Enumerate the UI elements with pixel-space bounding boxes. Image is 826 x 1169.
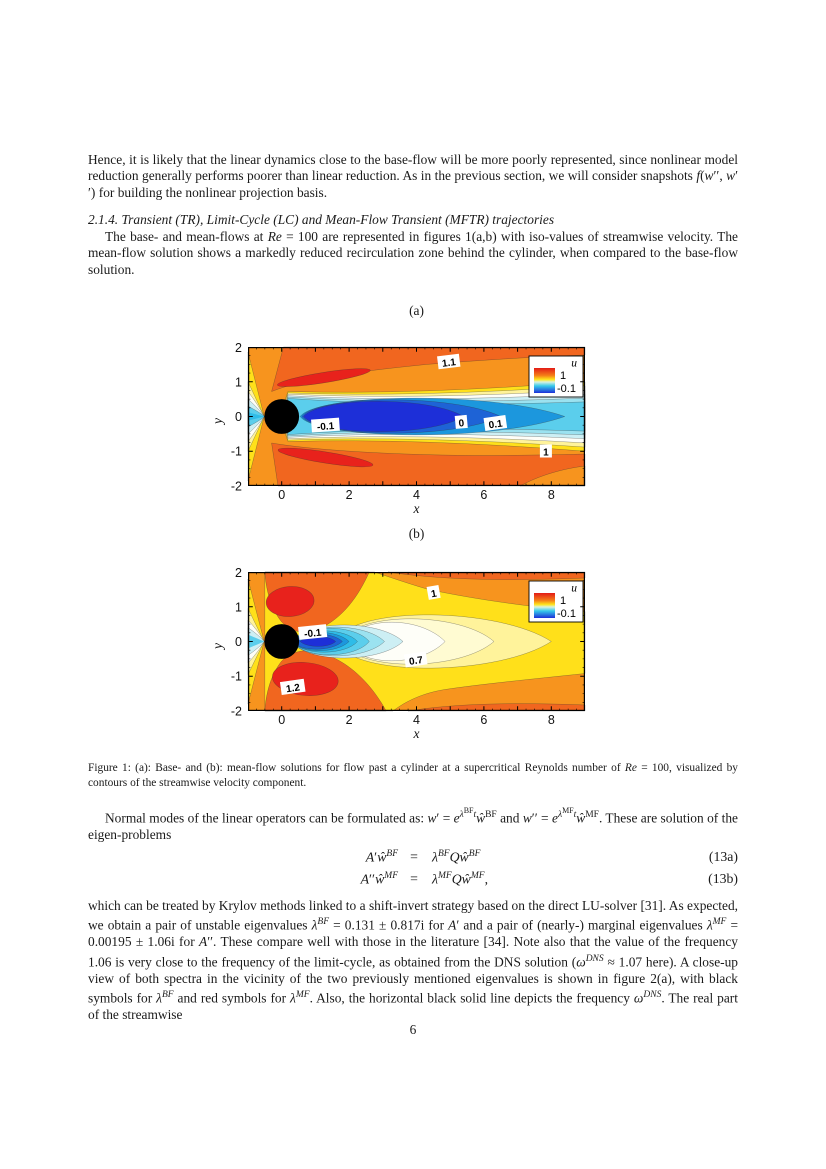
paragraph-2: The base- and mean-flows at Re = 100 are represented in figures 1(a,b) with iso-values of streamwise velocity. The mean-flow solution shows a markedly reduced recirculation zone behind the cylinder, when compared to the base-flow solution. [88, 229, 739, 277]
contour-label [455, 415, 468, 430]
svg-text:6: 6 [480, 713, 488, 727]
figure-a [210, 341, 585, 516]
paragraph-1: Hence, it is likely that the linear dynamics close to the base-flow will be more poorly represented, since nonlinear model reduction generally performs poorer than linear reduction. As in the previous section, we will consider snapshots f(w′′, w′′) for building the nonlinear projection basis. [88, 152, 738, 200]
svg-text:1: 1 [235, 375, 242, 390]
svg-text:1.1: 1.1 [441, 357, 457, 370]
svg-text:6: 6 [480, 488, 488, 502]
section-heading: 2.1.4. Transient (TR), Limit-Cycle (LC) and Mean-Flow Transient (MFTR) trajectories [88, 212, 555, 227]
equation-block [88, 849, 738, 893]
equation-lhs: $A''ŵ^{MF}$ [360, 871, 398, 887]
y-tick-labels-a [231, 341, 242, 493]
y-axis-label: y [210, 418, 225, 424]
x-axis-label: x [413, 726, 420, 741]
paragraph-3: Normal modes of the linear operators can be formulated as: $w' = e^{\lambda^{BF}t}ŵ^{BF}$ and $w'' = e^{\lambda^{MF}t}ŵ^{MF}$. These are solution of the eigen-problems [88, 806, 738, 843]
y-tick-labels-b [231, 566, 242, 718]
svg-text:-1: -1 [230, 669, 242, 684]
contour-plot-base-flow [210, 341, 585, 516]
svg-text:-2: -2 [230, 704, 242, 719]
x-tick-labels-b [278, 713, 555, 727]
legend-level-min: -0.1 [557, 608, 576, 620]
svg-text:1: 1 [235, 600, 242, 615]
page-number: 6 [409, 1022, 417, 1037]
svg-text:2: 2 [345, 713, 353, 727]
svg-text:4: 4 [413, 488, 420, 502]
svg-text:1: 1 [430, 588, 438, 601]
legend-title: u [571, 357, 577, 370]
svg-text:8: 8 [547, 713, 555, 727]
legend-title: u [571, 582, 577, 595]
svg-text:1.2: 1.2 [285, 682, 301, 696]
figure-caption: Figure 1: (a): Base- and (b): mean-flow solutions for flow past a cylinder at a supercritical Reynolds number of Re = 100, visualized by contours of the streamwise velocity component. [88, 762, 738, 789]
equation-tag: (13a) [708, 849, 738, 864]
legend-level-max: 1 [560, 370, 567, 382]
svg-text:0: 0 [278, 488, 286, 502]
y-axis-label: y [210, 643, 225, 649]
x-axis-label: x [413, 501, 420, 516]
svg-text:0: 0 [458, 418, 465, 430]
legend-level-min: -0.1 [557, 383, 576, 395]
legend-a [529, 356, 583, 397]
svg-text:8: 8 [547, 488, 555, 502]
x-tick-labels-a [278, 488, 555, 502]
svg-text:-0.1: -0.1 [303, 627, 323, 641]
svg-text:-2: -2 [230, 479, 242, 494]
paragraph-4: which can be treated by Krylov methods linked to a shift-invert strategy based on the direct LU-solver [31]. As expected, we obtain a pair of unstable eigenvalues $\lambda^{BF} = 0.131 \pm 0.817i$ for A′ and a pair of (nearly-) marginal eigenvalues $\lambda^{MF} = 0.00195 \pm 1.06i$ for A′′. These compare well with those in the literature [34]. Note also that the value of the frequency 1.06 is very close to the frequency of the limit-cycle, as obtained from the DNS solution ($\omega^{DNS} \approx 1.07$ here). A close-up view of both spectra in the vicinity of the two previously mentioned eigenvalues is shown in figure 2(a), with black symbols for $\lambda^{BF}$ and red symbols for $\lambda^{MF}$. Also, the horizontal black solid line depicts the frequency $\omega^{DNS}$. The real part of the streamwise [88, 898, 739, 1022]
equation-relation: = [410, 871, 418, 886]
cylinder [264, 624, 299, 659]
svg-text:-1: -1 [230, 444, 242, 459]
equation-relation: = [410, 849, 418, 864]
svg-text:0: 0 [235, 635, 242, 649]
contour-plot-mean-flow [210, 566, 585, 741]
equation-lhs: $A'ŵ^{BF}$ [365, 849, 398, 865]
svg-text:1: 1 [543, 447, 549, 459]
svg-text:2: 2 [345, 488, 353, 502]
svg-text:2: 2 [235, 341, 242, 355]
svg-text:4: 4 [413, 713, 420, 727]
equation-rhs: $\lambda^{MF}Qŵ^{MF}$, [432, 871, 489, 887]
equation-tag: (13b) [708, 871, 738, 886]
cylinder [264, 399, 299, 434]
svg-text:0.7: 0.7 [408, 654, 424, 668]
contour-label [540, 445, 552, 459]
equation-rhs: $\lambda^{BF}Qŵ^{BF}$ [432, 849, 481, 865]
figure-b [210, 566, 585, 741]
svg-text:2: 2 [235, 566, 242, 580]
svg-text:0.1: 0.1 [487, 418, 504, 432]
svg-text:0: 0 [235, 410, 242, 424]
svg-text:0: 0 [278, 713, 286, 727]
panel-label-a: (a) [409, 303, 424, 318]
equation-13b [88, 871, 738, 893]
svg-text:-0.1: -0.1 [316, 421, 335, 434]
legend-level-max: 1 [560, 595, 567, 607]
panel-label-b: (b) [408, 526, 425, 541]
legend-b [529, 581, 583, 622]
equation-13a [88, 849, 738, 871]
